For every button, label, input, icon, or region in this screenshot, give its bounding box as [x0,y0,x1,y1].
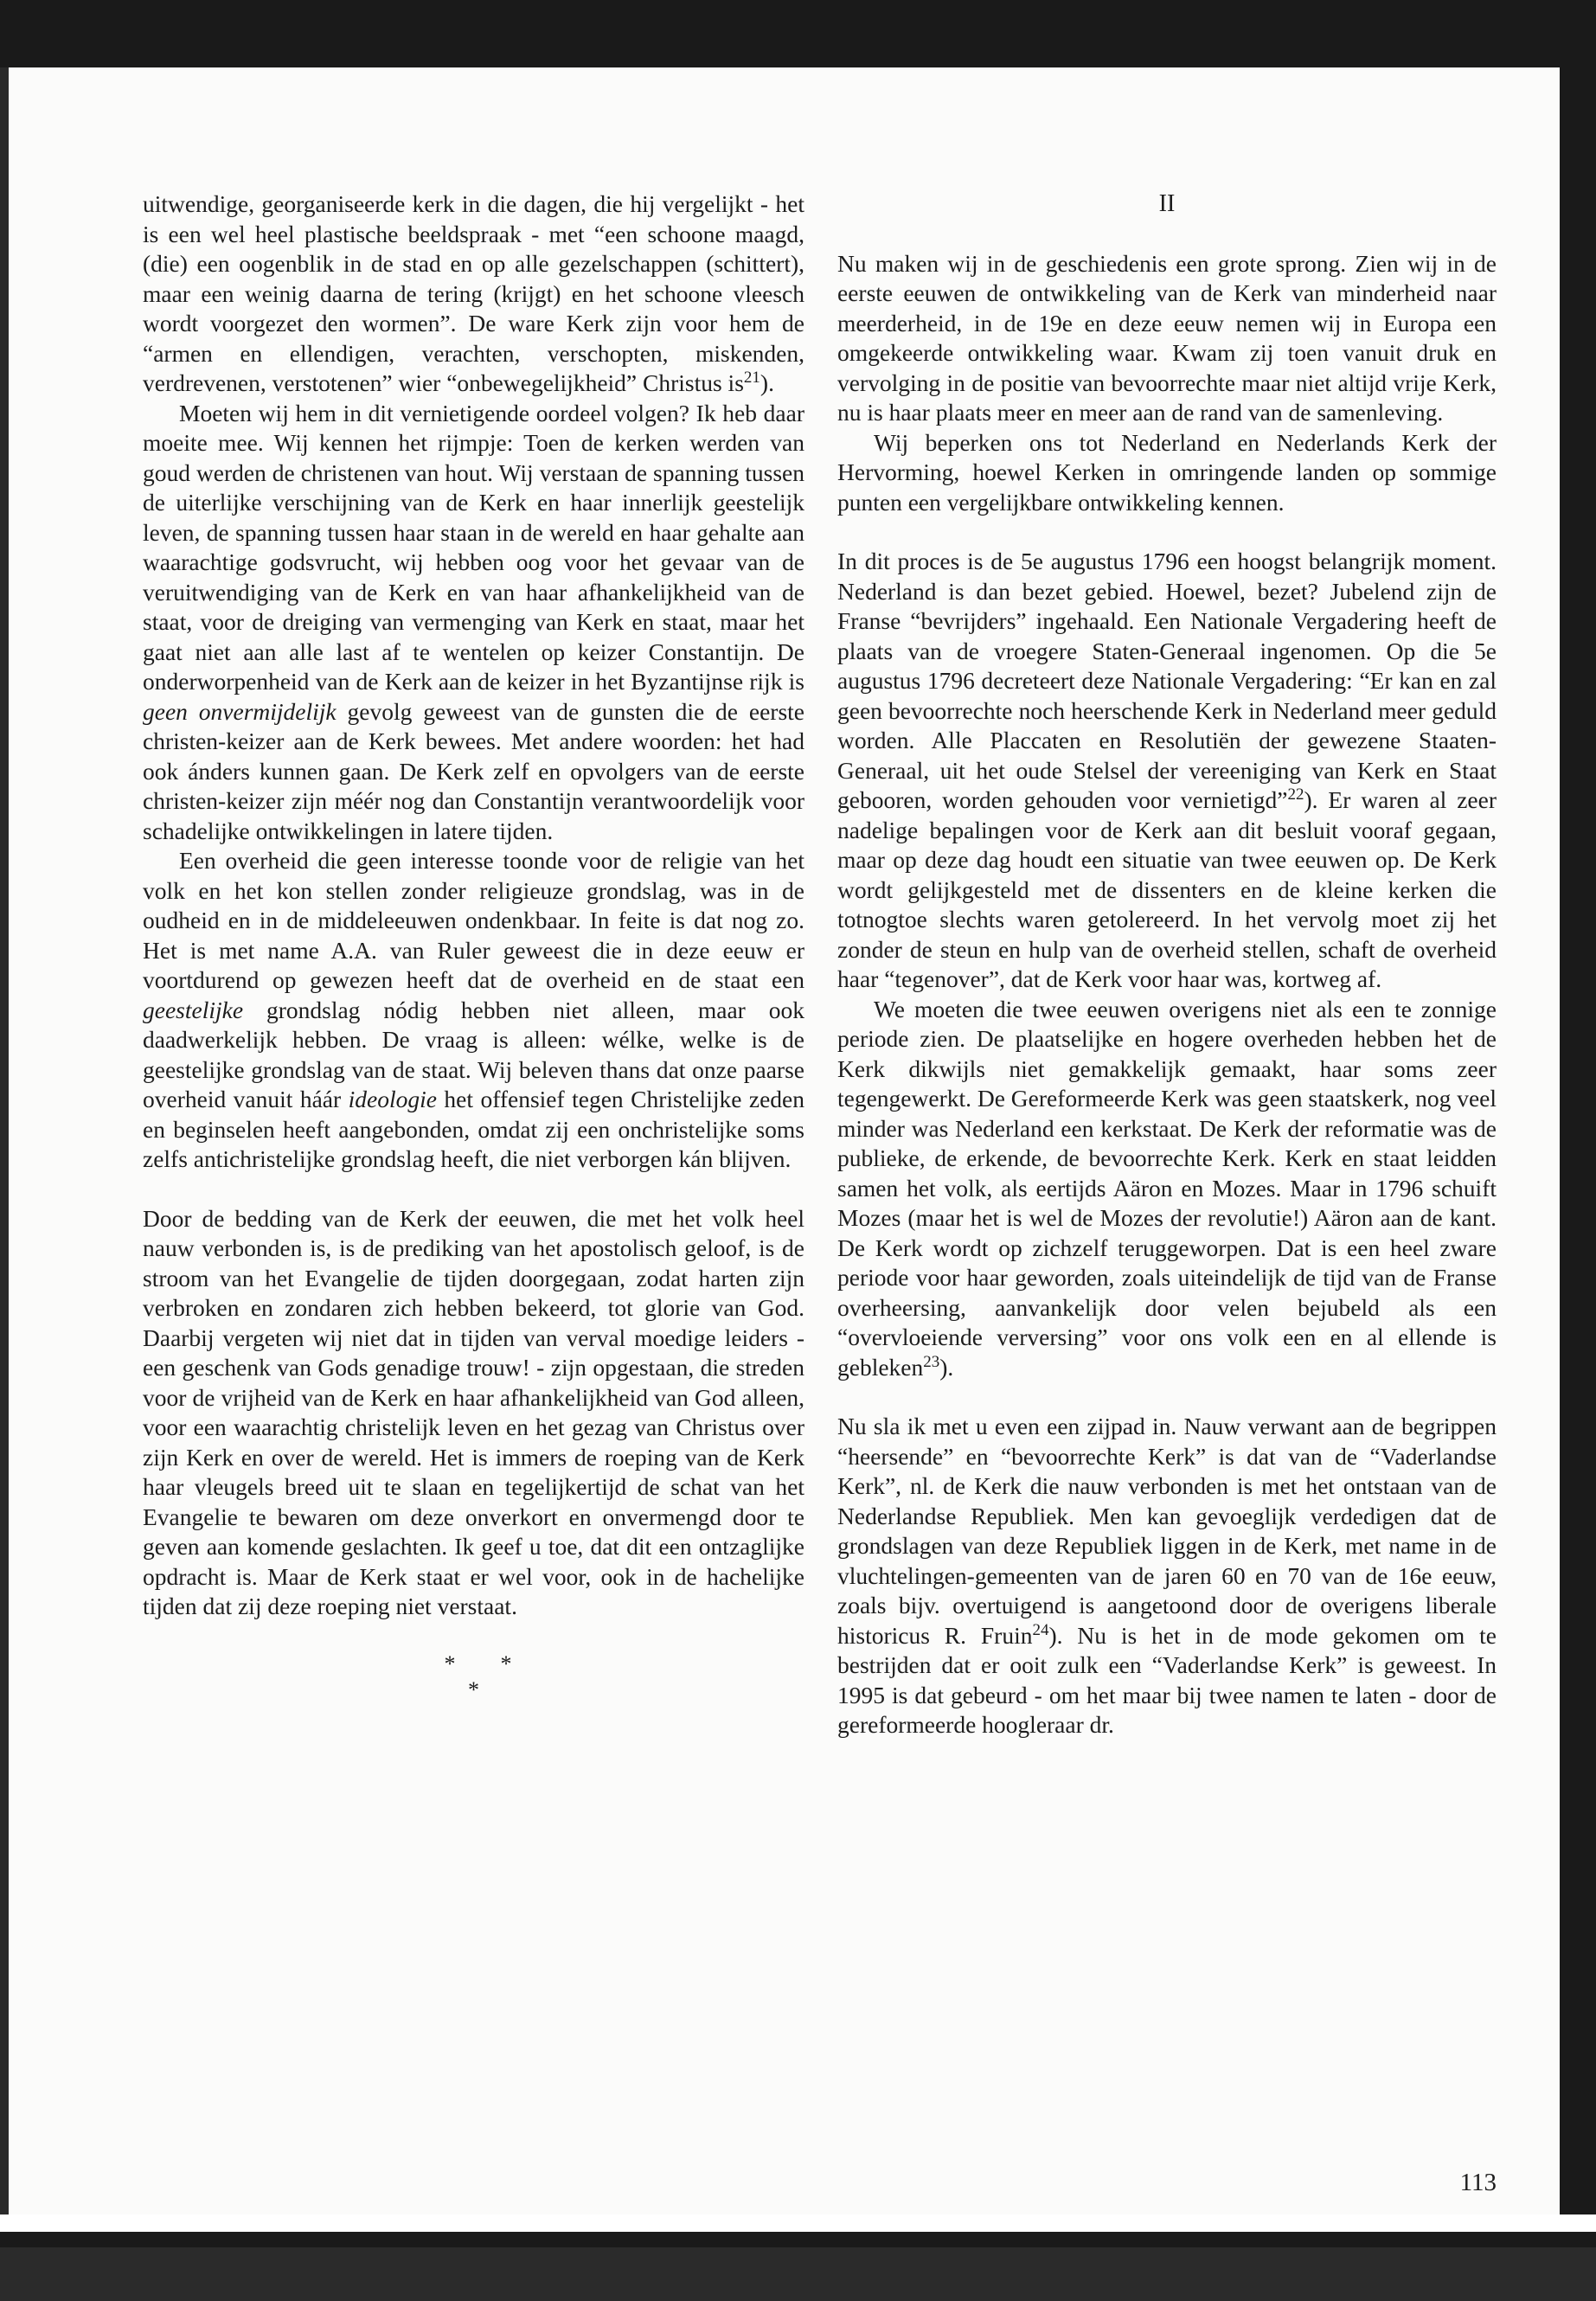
paragraph: Een overheid die geen interesse toonde voor de religie van het volk en het kon stellen zonder religieuze grondslag, was in de oudheid en in de middeleeuwen ondenkbaar. In feite is dat nog zo. Het is met name A.A. van Ruler geweest die in deze eeuw er voortdurend op gewezen heeft dat de overheid en de staat een geestelijke grondslag nódig hebben niet alleen, maar ook daadwerkelijk hebben. De vraag is alleen: wélke, welke is de geestelijke grondslag van de staat. Wij beleven thans dat onze paarse overheid vanuit háár ideologie het offensief tegen Christelijke zeden en beginselen heeft aangebonden, omdat zij een onchristelijke soms zelfs antichristelijke grondslag heeft, die niet verborgen kán blijven. [143,847,805,1172]
paragraph: We moeten die twee eeuwen overigens niet als een te zonnige periode zien. De plaatselijke en hogere overheden hebben het de Kerk dikwijls niet gemakkelijk gemaakt, haar soms zeer tegengewerkt. De Gereformeerde Kerk was geen staatskerk, nog veel minder was Nederland een kerkstaat. De Kerk der reformatie was de publieke, de erkende, de bevoorrechte Kerk. Kerk en staat leidden samen het volk, als eertijds Aäron en Mozes. Maar in 1796 schuift Mozes (maar het is wel de Mozes der revolutie!) Aäron aan de kant. De Kerk wordt op zichzelf teruggeworpen. Dat is een heel zware periode voor haar geworden, zoals uiteindelijk de tijd van de Franse overheersing, aanvankelijk door velen bejubeld als een “overvloeiende verversing” voor ons volk een en al ellende is gebleken$^{23}$). [837,995,1497,1381]
emphasis: geen onvermijdelijk [143,697,337,725]
scan-edge-bottom [0,2214,1596,2301]
emphasis: geestelijke [143,996,244,1023]
paragraph: uitwendige, georganiseerde kerk in die dagen, die hij vergelijkt - het is een wel heel plastische beeldspraak - met “een schoone maagd, (die) een oogenblik in de stad en op alle gezelschappen (schittert), maar een weinig daarna de tering (krijgt) en het schoone vleesch wordt voorgezet den wormen”. De ware Kerk zijn voor hem de “armen en ellendigen, verachten, verschopten, miskenden, verdrevenen, verstotenen” wier “onbewegelijkheid” Christus $is^{21}$). [143,190,804,396]
footnote-ref: 24 [1032,1620,1049,1639]
scan-edge-left [0,0,9,2301]
paragraph: In dit proces is de 5e augustus 1796 een hoogst belangrijk moment. Nederland is dan bezet gebied. Hoewel, bezet? Jubelend zijn de Franse “bevrijders” ingehaald. Een Nationale Vergadering heeft de plaats van de vroegere Staten-Generaal ingenomen. Op die 5e augustus 1796 decreteert deze Nationale Vergadering: “Er kan en zal geen bevoorrechte noch heerschende Kerk in Nederland meer geduld worden. Alle Placcaten en Resolutiën der gewezene Staaten-Generaal, uit het oude Stelsel der vereeniging van Kerk en Staat gebooren, worden gehouden voor vernietigd”$^{22}$). Er waren al zeer nadelige bepalingen voor de Kerk aan dit besluit vooraf gegaan, maar op deze dag houdt een situatie van twee eeuwen op. De Kerk wordt gelijkgesteld met de dissenters en de kleine kerken die totnogtoe slechts waren getolereerd. In het vervolg moet zij het zonder de steun en hulp van de overheid stellen, schaft de overheid haar “tegenover”, dat de Kerk voor haar was, kortweg af. [837,548,1497,992]
paragraph: Wij beperken ons tot Nederland en Nederlands Kerk der Hervorming, hoewel Kerken in omringende landen op sommige punten een vergelijkbare ontwikkeling kennen. [837,428,1497,516]
left-column [143,189,804,1703]
book-page [9,67,1560,2214]
scan-edge-top [0,0,1596,67]
paragraph: Door de bedding van de Kerk der eeuwen, die met het volk heel nauw verbonden is, is de prediking van het apostolisch geloof, is de stroom van het Evangelie de tijden doorgegaan, zodat harten zijn verbroken en zondaren zich hebben bekeerd, tot glorie van God. Daarbij vergeten wij niet dat in tijden van verval moedige leiders - een geschenk van Gods genadige trouw! - zijn opgestaan, die streden voor de vrijheid van de Kerk en haar afhankelijkheid van God alleen, voor een waarachtig christelijk leven en het gezag van Christus over zijn Kerk en over de wereld. Het is immers de roeping van de Kerk haar vleugels breed uit te slaan en tegelijkertijd de schat van het Evangelie te bewaren om deze onverkort en onvermengd door te geven aan komende geslachten. Ik geef u toe, dat dit een ontzaglijke opdracht is. Maar de Kerk staat er wel voor, ook in de hachelijke tijden dat zij deze roeping niet verstaat. [143,1204,804,1619]
footnote-ref: 21 [743,369,760,387]
section-divider-asterisks: * * * [444,1650,512,1702]
scan-edge-right [1560,0,1596,2301]
page-number: 113 [1459,2169,1497,2196]
right-column [837,189,1497,1740]
paragraph: Nu maken wij in de geschiedenis een grote sprong. Zien wij in de eerste eeuwen de ontwikkeling van de Kerk van minderheid naar meerderheid, in de 19e en deze eeuw nemen wij in Europa een omgekeerde ontwikkeling waar. Kwam zij toen vanuit druk en vervolging in de positie van bevoorrechte maar niet altijd vrije Kerk, nu is haar plaats meer en meer aan de rand van de samenleving. [837,249,1497,426]
paragraph: Nu sla ik met u even een zijpad in. Nauw verwant aan de begrippen “heersende” en “bevoorrechte Kerk” is dat van de “Vaderlandse Kerk”, nl. de Kerk die nauw verbonden is met het ontstaan van de Nederlandse Republiek. Men kan gevoeglijk verdedigen dat de grondslagen van deze Republiek liggen in de Kerk, met name in de vluchtelingen-gemeenten van de jaren 60 en 70 van de 16e eeuw, zoals bijv. overtuigend is aangetoond door de overigens liberale historicus R. Fruin$^{24}$). Nu is het in de mode gekomen om te bestrijden dat er ooit zulk een “Vaderlandse Kerk” is geweest. In 1995 is dat gebeurd - om het maar bij twee namen te laten - door de gereformeerde hoogleraar dr. [837,1413,1497,1738]
footnote-ref: 22 [1287,785,1304,804]
paragraph: Moeten wij hem in dit vernietigende oordeel volgen? Ik heb daar moeite mee. Wij kennen het rijmpje: Toen de kerken werden van goud werden de christenen van hout. Wij verstaan de spanning tussen de uiterlijke verschijning van de Kerk en haar innerlijk geestelijk leven, de spanning tussen haar staan in de wereld en haar gehalte aan waarachtige godsvrucht, wij hebben oog voor het gevaar van de veruitwendiging van de Kerk en van haar afhankelijkheid van de staat, voor de dreiging van vermenging van Kerk en staat, maar het gaat niet aan alle last af te wentelen op keizer Constantijn. De onderworpenheid van de Kerk aan de keizer in het Byzantijnse rijk is geen onvermijdelijk gevolg geweest van de gunsten die de eerste christen-keizer aan de Kerk bewees. Met andere woorden: het had ook ánders kunnen gaan. De Kerk zelf en opvolgers van de eerste christen-keizer zijn méér nog dan Constantijn verantwoordelijk voor schadelijke ontwikkelingen in latere tijden. [143,399,805,844]
footnote-ref: 23 [923,1352,940,1371]
emphasis: ideologie [348,1086,437,1112]
section-heading: II [1158,190,1176,217]
